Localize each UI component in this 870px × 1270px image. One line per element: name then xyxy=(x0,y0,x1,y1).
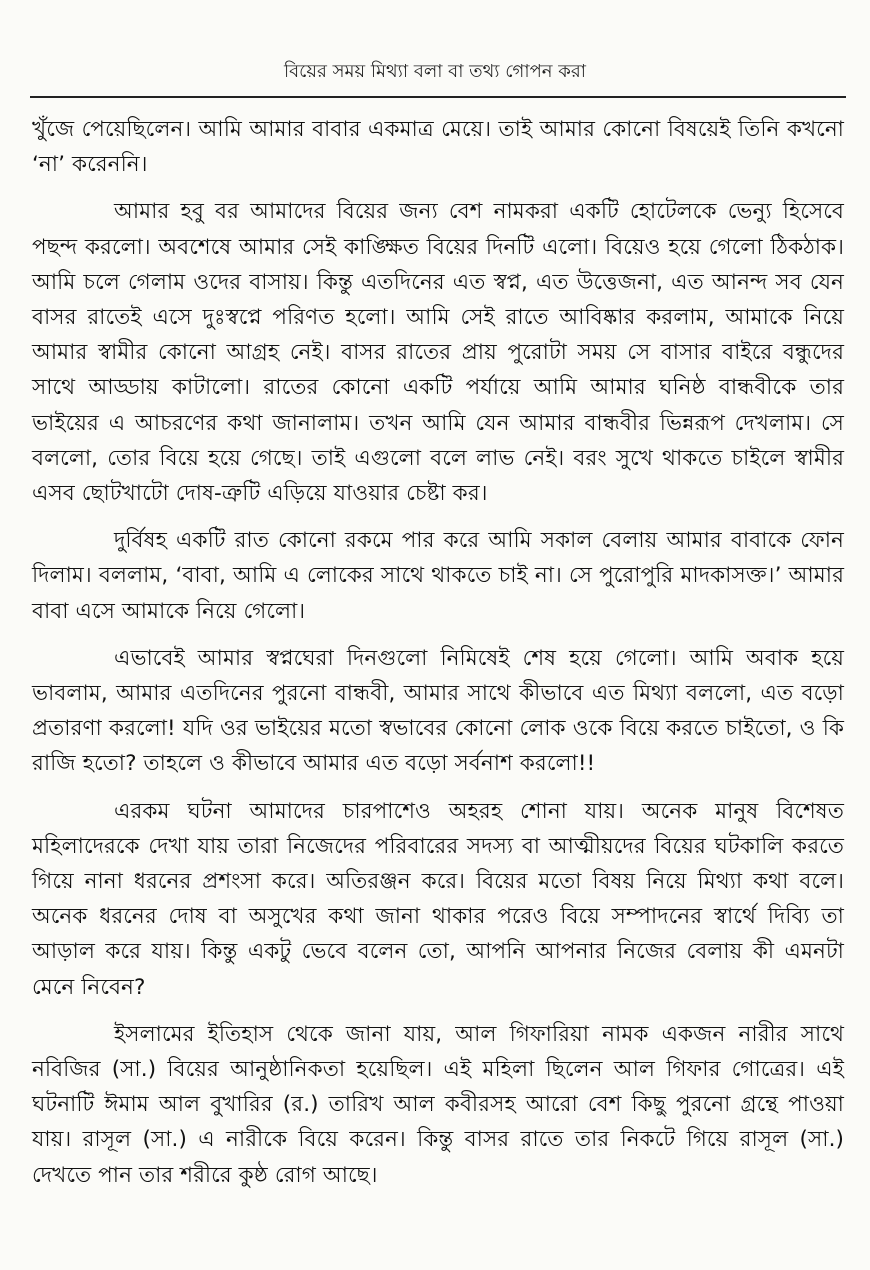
running-header: বিয়ের সময় মিথ্যা বলা বা তথ্য গোপন করা xyxy=(284,61,586,82)
paragraph-3: দুর্বিষহ একটি রাত কোনো রকমে পার করে আমি সকাল বেলায় আমার বাবাকে ফোন দিলাম। বললাম, ‘বাবা, আমি এ লোকের সাথে থাকতে চাই না। সে পুরোপুরি মাদকাসক্ত।’ আমার বাবা এসে আমাকে নিয়ে গেলো। xyxy=(32,528,844,624)
paragraph-5: এরকম ঘটনা আমাদের চারপাশেও অহরহ শোনা যায়। অনেক মানুষ বিশেষত মহিলাদেরকে দেখা যায় তারা নিজেদের পরিবারের সদস্য বা আত্মীয়দের বিয়ের ঘটকালি করতে গিয়ে নানা ধরনের প্রশংসা করে। অতিরঞ্জন করে। বিয়ের মতো বিষয় নিয়ে মিথ্যা কথা বলে। অনেক ধরনের দোষ বা অসুখের কথা জানা থাকার পরেও বিয়ে সম্পাদনের স্বার্থে দিব্যি তা আড়াল করে যায়। কিন্তু একটু ভেবে বলেন তো, আপনি আপনার নিজের বেলায় কী এমনটা মেনে নিবেন? xyxy=(32,798,844,1000)
paragraph-2: আমার হবু বর আমাদের বিয়ের জন্য বেশ নামকরা একটি হোটেলকে ভেন্যু হিসেবে পছন্দ করলো। অবশেষে আমার সেই কাঙ্ক্ষিত বিয়ের দিনটি এলো। বিয়েও হয়ে গেলো ঠিকঠাক। আমি চলে গেলাম ওদের বাসায়। কিন্তু এতদিনের এত স্বপ্ন, এত উত্তেজনা, এত আনন্দ সব যেন বাসর রাতেই এসে দুঃস্বপ্নে পরিণত হলো। আমি সেই রাতে আবিষ্কার করলাম, আমাকে নিয়ে আমার স্বামীর কোনো আগ্রহ নেই। বাসর রাতের প্রায় পুরোটা সময় সে বাসার বাইরে বন্ধুদের সাথে আড্ডায় কাটালো। রাতের কোনো একটি পর্যায়ে আমি আমার ঘনিষ্ঠ বান্ধবীকে তার ভাইয়ের এ আচরণের কথা জানালাম। তখন আমি যেন আমার বান্ধবীর ভিন্নরূপ দেখলাম। সে বললো, তোর বিয়ে হয়ে গেছে। তাই এগুলো বলে লাভ নেই। বরং সুখে থাকতে চাইলে স্বামীর এসব ছোটখাটো দোষ-ত্রুটি এড়িয়ে যাওয়ার চেষ্টা কর। xyxy=(32,199,844,507)
header-rule xyxy=(30,96,846,98)
body-text xyxy=(32,112,844,1205)
paragraph-1: খুঁজে পেয়েছিলেন। আমি আমার বাবার একমাত্র মেয়ে। তাই আমার কোনো বিষয়েই তিনি কখনো ‘না’ করেননি। xyxy=(32,117,844,178)
paragraph-6: ইসলামের ইতিহাস থেকে জানা যায়, আল গিফারিয়া নামক একজন নারীর সাথে নবিজির (সা.) বিয়ের আনুষ্ঠানিকতা হয়েছিল। এই মহিলা ছিলেন আল গিফার গোত্রের। এই ঘটনাটি ঈমাম আল বুখারির (র.) তারিখ আল কবীরসহ আরো বেশ কিছু পুরনো গ্রন্থে পাওয়া যায়। রাসূল (সা.) এ নারীকে বিয়ে করেন। কিন্তু বাসর রাতে তার নিকটে গিয়ে রাসূল (সা.) দেখতে পান তার শরীরে কুষ্ঠ রোগ আছে। xyxy=(32,1021,844,1188)
paragraph-4: এভাবেই আমার স্বপ্নঘেরা দিনগুলো নিমিষেই শেষ হয়ে গেলো। আমি অবাক হয়ে ভাবলাম, আমার এতদিনের পুরনো বান্ধবী, আমার সাথে কীভাবে এত মিথ্যা বললো, এত বড়ো প্রতারণা করলো! যদি ওর ভাইয়ের মতো স্বভাবের কোনো লোক ওকে বিয়ে করতে চাইতো, ও কি রাজি হতো? তাহলে ও কীভাবে আমার এত বড়ো সর্বনাশ করলো!! xyxy=(32,645,844,777)
